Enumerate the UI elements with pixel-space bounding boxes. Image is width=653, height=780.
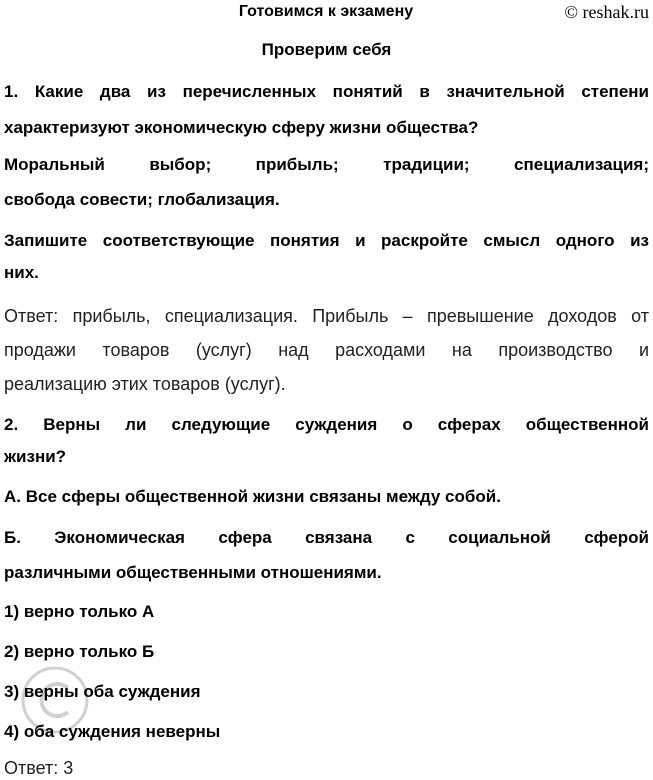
q2-line: жизни? <box>4 447 67 466</box>
section-title: Проверим себя <box>261 40 392 59</box>
q1-answer-line: реализацию этих товаров (услуг). <box>4 374 286 394</box>
q1-task-line: них. <box>4 263 39 282</box>
q1-options-line: Моральный выбор; прибыль; традиции; специализация; <box>4 155 649 174</box>
q1-line: характеризуют экономическую сферу жизни общества? <box>4 118 479 137</box>
q2-option: 4) оба суждения неверны <box>4 722 221 741</box>
q2-line: 2. Верны ли следующие суждения о сферах общественной <box>4 415 649 434</box>
q2-answer: Ответ: 3 <box>4 758 74 778</box>
q2-option: 1) верно только А <box>4 602 155 621</box>
header-title: Готовимся к экзамену <box>238 3 414 20</box>
q1-answer-line: продажи товаров (услуг) над расходами на производство и <box>4 340 649 360</box>
header-site: © reshak.ru <box>564 2 649 22</box>
q2-option: 2) верно только Б <box>4 642 155 661</box>
q2-statement-b-line: различными общественными отношениями. <box>4 563 382 582</box>
q2-statement-b-line: Б. Экономическая сфера связана с социальной сферой <box>4 528 649 547</box>
q1-task-line: Запишите соответствующие понятия и раскройте смысл одного из <box>4 231 649 250</box>
q2-statement-a: А. Все сферы общественной жизни связаны между собой. <box>4 487 501 506</box>
q2-option: 3) верны оба суждения <box>4 682 201 701</box>
q1-options-line: свобода совести; глобализация. <box>4 190 280 209</box>
q1-answer-line: Ответ: прибыль, специализация. Прибыль – превышение доходов от <box>4 306 649 326</box>
q1-line: 1. Какие два из перечисленных понятий в значительной степени <box>4 82 649 101</box>
